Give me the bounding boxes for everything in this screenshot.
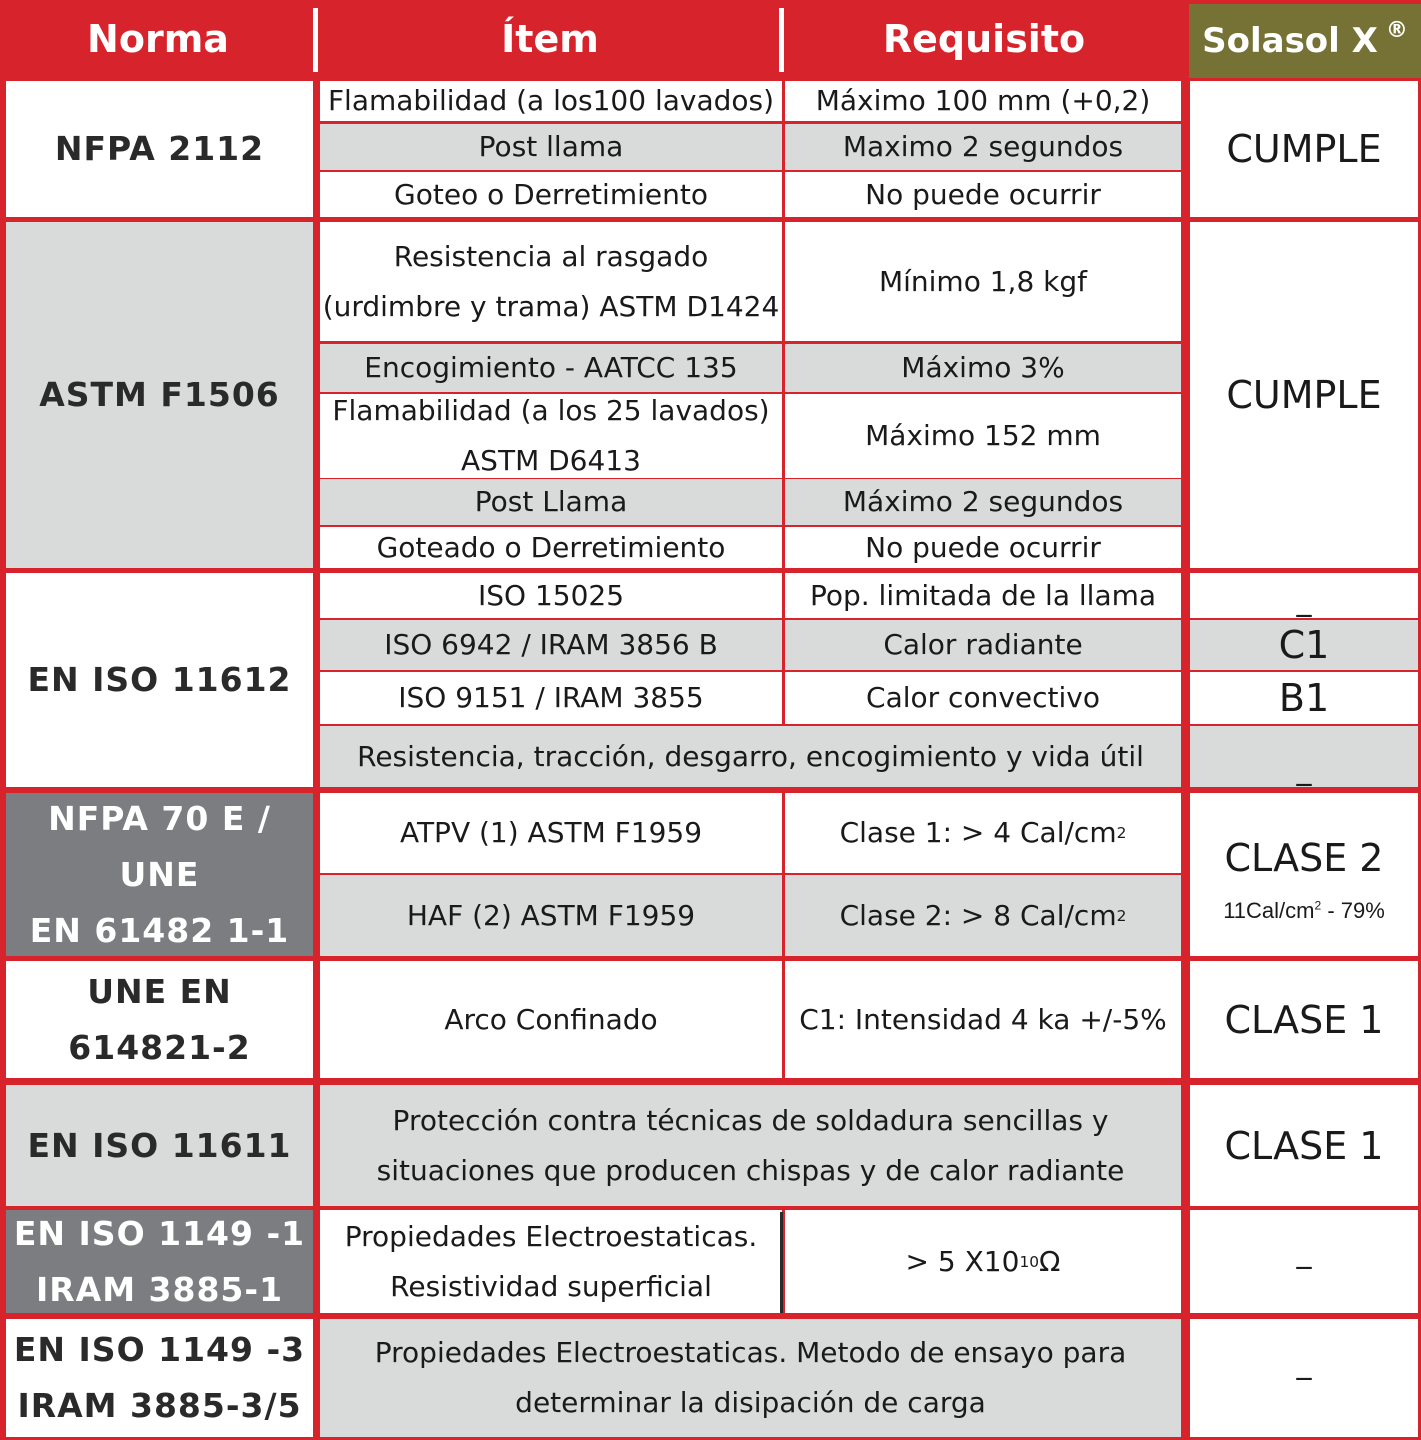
table-row: [785, 222, 1181, 341]
result-text: CLASE 1: [1224, 997, 1384, 1042]
requirement-text: Pop. limitada de la llama: [809, 578, 1157, 612]
item-text: Arco Confinado: [444, 1002, 658, 1036]
header-product-label: Solasol X: [1202, 21, 1378, 61]
table-row: [320, 726, 1181, 787]
standard-en-iso-1149-1: [6, 1210, 313, 1313]
item-text: Propiedades Electroestaticas.: [344, 1219, 758, 1253]
item-text: ASTM D6413: [461, 444, 641, 477]
table-row: [785, 479, 1181, 525]
table-row: > 5 X10 10 Ω: [785, 1210, 1181, 1313]
table-row: [320, 672, 782, 724]
item-text: Resistividad superficial: [390, 1269, 712, 1303]
standard-label: NFPA 70 E / UNE: [48, 798, 271, 894]
result-note: [1223, 898, 1385, 924]
requirement-text: Calor radiante: [883, 628, 1083, 661]
item-text: Goteado o Derretimiento: [376, 530, 726, 564]
table-row: [320, 344, 782, 392]
result-cell: [1190, 1085, 1418, 1206]
table-row: [320, 961, 782, 1078]
table-row: [785, 620, 1181, 670]
item-text: Protección contra técnicas de soldadura sencillas y: [392, 1103, 1109, 1137]
superscript: 2: [1314, 898, 1322, 913]
result-text: B1: [1278, 676, 1330, 720]
item-text: Post llama: [478, 130, 624, 163]
header-item-label: Ítem: [501, 17, 599, 61]
item-text: Flamabilidad (a los 25 lavados): [332, 394, 770, 427]
table-row: [785, 172, 1181, 217]
item-text: Resistencia al rasgado: [393, 239, 709, 273]
standard-label: ASTM F1506: [39, 375, 280, 414]
table-row: [785, 573, 1181, 618]
requirement-text: Máximo 2 segundos: [842, 485, 1124, 518]
result-text: CLASE 2: [1224, 835, 1384, 880]
table-row: [320, 573, 782, 618]
item-text: determinar la disipación de carga: [515, 1386, 986, 1419]
result-cell: [1190, 726, 1418, 787]
result-text: _: [1296, 1345, 1312, 1381]
table-row: [320, 81, 782, 121]
result-text: CUMPLE: [1226, 127, 1382, 171]
requirement-text: Calor convectivo: [866, 681, 1100, 714]
result-cell: [1190, 620, 1418, 670]
table-row: [320, 620, 782, 670]
table-row: [320, 875, 782, 956]
item-text: ISO 15025: [477, 578, 625, 612]
table-row: [320, 527, 782, 568]
table-row: [320, 1210, 782, 1313]
requirement-text: Clase 1: > 4 Cal/cm: [839, 816, 1117, 849]
standard-label: IRAM 3885-1: [35, 1269, 284, 1309]
result-text: C1: [1278, 623, 1330, 667]
ohm-symbol: Ω: [1039, 1244, 1061, 1278]
standard-label: EN ISO 11612: [27, 660, 292, 699]
requirement-text: > 5 X10: [905, 1244, 1020, 1278]
header-product: [1189, 4, 1421, 78]
table-row: [320, 479, 782, 525]
result-cell: [1190, 81, 1418, 217]
standard-label: UNE EN: [87, 971, 232, 1011]
item-text: ISO 6942 / IRAM 3856 B: [384, 628, 718, 661]
standard-label: NFPA 2112: [54, 129, 265, 168]
header-requisito: [784, 0, 1184, 78]
result-cell: [1190, 961, 1418, 1078]
table-row: [785, 961, 1181, 1078]
item-text: HAF (2) ASTM F1959: [406, 898, 696, 932]
table-row: [785, 527, 1181, 568]
item-text: Post Llama: [474, 485, 628, 518]
requirement-text: No puede ocurrir: [865, 530, 1101, 564]
result-cell: [1190, 672, 1418, 724]
item-text: Goteo o Derretimiento: [394, 177, 708, 211]
item-text: (urdimbre y trama) ASTM D1424: [322, 289, 780, 323]
item-text: Flamabilidad (a los100 lavados): [327, 84, 775, 117]
standard-label: EN ISO 1149 -3: [13, 1330, 306, 1369]
standard-label: EN ISO 11611: [27, 1125, 292, 1165]
requirement-text: Máximo 100 mm (+0,2): [815, 84, 1151, 117]
table-row: [320, 793, 782, 873]
standard-nfpa-2112: [6, 81, 313, 217]
standard-nfpa-70e: [6, 793, 313, 956]
requirement-text: Maximo 2 segundos: [842, 130, 1124, 163]
table-row: [785, 124, 1181, 170]
table-row: [785, 81, 1181, 121]
standard-label: IRAM 3885-3/5: [17, 1386, 302, 1425]
header-norma: [0, 0, 316, 78]
item-text: Resistencia, tracción, desgarro, encogimiento y vida útil: [357, 739, 1144, 773]
requirement-text: Clase 2: > 8 Cal/cm: [839, 898, 1117, 932]
result-note-value: 11Cal/cm: [1223, 897, 1315, 923]
item-text: ATPV (1) ASTM F1959: [399, 816, 703, 849]
table-row: [320, 1319, 1181, 1437]
table-row: [785, 394, 1181, 478]
requirement-text: Máximo 3%: [901, 351, 1065, 384]
header-norma-label: Norma: [87, 17, 229, 61]
table-row: [785, 344, 1181, 392]
result-cell: [1190, 1319, 1418, 1437]
result-text: _: [1296, 752, 1312, 787]
result-text: CUMPLE: [1226, 373, 1382, 417]
requirement-text: C1: Intensidad 4 ka +/-5%: [799, 1002, 1167, 1036]
requirement-text: No puede ocurrir: [865, 177, 1101, 211]
table-row: [320, 172, 782, 217]
result-cell: [1190, 793, 1418, 956]
table-row: [320, 124, 782, 170]
item-text: situaciones que producen chispas y de calor radiante: [376, 1153, 1125, 1187]
result-text: _: [1296, 1235, 1312, 1270]
standard-en-iso-11611: [6, 1085, 313, 1206]
standard-astm-f1506: [6, 222, 313, 568]
cell-divider: [780, 1212, 783, 1313]
standard-en-iso-1149-3: [6, 1319, 313, 1437]
standard-une-en-614821: [6, 961, 313, 1078]
result-text: CLASE 1: [1224, 1123, 1384, 1168]
table-row: [785, 672, 1181, 724]
result-text: _: [1296, 583, 1312, 618]
requirement-text: Mínimo 1,8 kgf: [878, 264, 1088, 298]
header-requisito-label: Requisito: [882, 17, 1086, 61]
header-item: [318, 0, 782, 78]
table-row: Clase 2: > 8 Cal/cm 2: [785, 875, 1181, 956]
registered-mark: ®: [1385, 17, 1408, 43]
standard-label: EN 61482 1-1: [29, 910, 290, 950]
result-cell: [1190, 573, 1418, 618]
table-row: Clase 1: > 4 Cal/cm 2: [785, 793, 1181, 873]
standard-en-iso-11612: [6, 573, 313, 787]
item-text: Propiedades Electroestaticas. Metodo de ensayo para: [374, 1336, 1127, 1369]
result-cell: [1190, 1210, 1418, 1313]
table-row: [320, 1085, 1181, 1206]
table-row: [320, 394, 782, 478]
requirement-text: Máximo 152 mm: [865, 419, 1101, 452]
table-row: [320, 222, 782, 341]
standard-label: 614821-2: [68, 1027, 251, 1067]
result-cell: [1190, 222, 1418, 568]
item-text: ISO 9151 / IRAM 3855: [398, 681, 704, 714]
standard-label: EN ISO 1149 -1: [13, 1213, 306, 1253]
item-text: Encogimiento - AATCC 135: [364, 351, 738, 384]
result-note-percent: - 79%: [1321, 897, 1385, 923]
